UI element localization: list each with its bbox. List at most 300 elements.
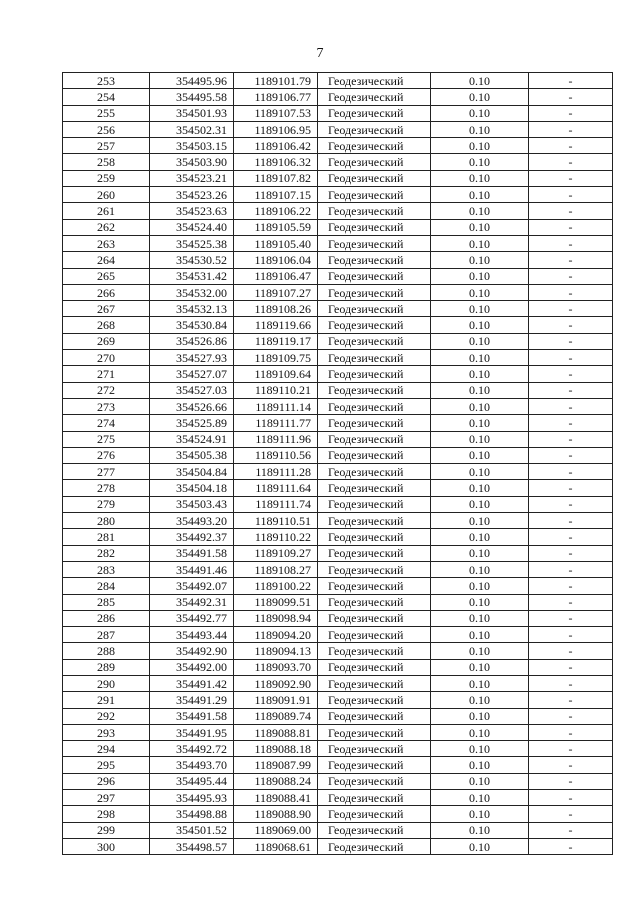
description-cell: -	[529, 741, 613, 757]
method-cell: Геодезический	[318, 773, 431, 789]
x-coordinate-cell: 354525.38	[150, 235, 234, 251]
x-coordinate-cell: 354492.00	[150, 659, 234, 675]
x-coordinate-cell: 354491.58	[150, 545, 234, 561]
table-row	[63, 415, 613, 431]
description-cell: -	[529, 301, 613, 317]
y-coordinate-cell: 1189087.99	[234, 757, 318, 773]
y-coordinate-cell: 1189088.41	[234, 790, 318, 806]
table-row	[63, 464, 613, 480]
x-coordinate-cell: 354493.70	[150, 757, 234, 773]
point-number-cell: 259	[63, 170, 150, 186]
method-cell: Геодезический	[318, 73, 431, 89]
description-cell: -	[529, 284, 613, 300]
method-cell: Геодезический	[318, 741, 431, 757]
point-number-cell: 289	[63, 659, 150, 675]
x-coordinate-cell: 354526.66	[150, 398, 234, 414]
coordinates-table-body	[63, 73, 613, 855]
y-coordinate-cell: 1189088.18	[234, 741, 318, 757]
point-number-cell: 295	[63, 757, 150, 773]
description-cell: -	[529, 724, 613, 740]
point-number-cell: 274	[63, 415, 150, 431]
point-number-cell: 296	[63, 773, 150, 789]
y-coordinate-cell: 1189108.27	[234, 561, 318, 577]
accuracy-cell: 0.10	[431, 594, 529, 610]
point-number-cell: 254	[63, 89, 150, 105]
accuracy-cell: 0.10	[431, 382, 529, 398]
table-row	[63, 545, 613, 561]
y-coordinate-cell: 1189119.17	[234, 333, 318, 349]
y-coordinate-cell: 1189092.90	[234, 675, 318, 691]
accuracy-cell: 0.10	[431, 627, 529, 643]
point-number-cell: 297	[63, 790, 150, 806]
description-cell: -	[529, 692, 613, 708]
method-cell: Геодезический	[318, 268, 431, 284]
y-coordinate-cell: 1189088.81	[234, 724, 318, 740]
table-row	[63, 138, 613, 154]
method-cell: Геодезический	[318, 235, 431, 251]
point-number-cell: 275	[63, 431, 150, 447]
point-number-cell: 288	[63, 643, 150, 659]
accuracy-cell: 0.10	[431, 268, 529, 284]
description-cell: -	[529, 350, 613, 366]
accuracy-cell: 0.10	[431, 154, 529, 170]
accuracy-cell: 0.10	[431, 415, 529, 431]
accuracy-cell: 0.10	[431, 757, 529, 773]
description-cell: -	[529, 235, 613, 251]
point-number-cell: 279	[63, 496, 150, 512]
y-coordinate-cell: 1189107.27	[234, 284, 318, 300]
point-number-cell: 283	[63, 561, 150, 577]
method-cell: Геодезический	[318, 382, 431, 398]
description-cell: -	[529, 708, 613, 724]
accuracy-cell: 0.10	[431, 219, 529, 235]
x-coordinate-cell: 354504.84	[150, 464, 234, 480]
method-cell: Геодезический	[318, 496, 431, 512]
method-cell: Геодезический	[318, 708, 431, 724]
description-cell: -	[529, 610, 613, 626]
accuracy-cell: 0.10	[431, 203, 529, 219]
y-coordinate-cell: 1189119.66	[234, 317, 318, 333]
point-number-cell: 263	[63, 235, 150, 251]
point-number-cell: 291	[63, 692, 150, 708]
x-coordinate-cell: 354495.44	[150, 773, 234, 789]
x-coordinate-cell: 354524.40	[150, 219, 234, 235]
y-coordinate-cell: 1189069.00	[234, 822, 318, 838]
description-cell: -	[529, 496, 613, 512]
accuracy-cell: 0.10	[431, 480, 529, 496]
y-coordinate-cell: 1189094.20	[234, 627, 318, 643]
accuracy-cell: 0.10	[431, 317, 529, 333]
point-number-cell: 270	[63, 350, 150, 366]
method-cell: Геодезический	[318, 252, 431, 268]
table-row	[63, 741, 613, 757]
table-row	[63, 89, 613, 105]
accuracy-cell: 0.10	[431, 790, 529, 806]
point-number-cell: 281	[63, 529, 150, 545]
description-cell: -	[529, 806, 613, 822]
y-coordinate-cell: 1189088.24	[234, 773, 318, 789]
accuracy-cell: 0.10	[431, 529, 529, 545]
method-cell: Геодезический	[318, 594, 431, 610]
y-coordinate-cell: 1189109.75	[234, 350, 318, 366]
x-coordinate-cell: 354531.42	[150, 268, 234, 284]
x-coordinate-cell: 354505.38	[150, 447, 234, 463]
x-coordinate-cell: 354491.95	[150, 724, 234, 740]
method-cell: Геодезический	[318, 480, 431, 496]
table-row	[63, 398, 613, 414]
table-row	[63, 659, 613, 675]
table-row	[63, 724, 613, 740]
method-cell: Геодезический	[318, 757, 431, 773]
x-coordinate-cell: 354532.13	[150, 301, 234, 317]
description-cell: -	[529, 464, 613, 480]
point-number-cell: 286	[63, 610, 150, 626]
y-coordinate-cell: 1189091.91	[234, 692, 318, 708]
accuracy-cell: 0.10	[431, 643, 529, 659]
method-cell: Геодезический	[318, 838, 431, 854]
description-cell: -	[529, 333, 613, 349]
y-coordinate-cell: 1189105.59	[234, 219, 318, 235]
point-number-cell: 276	[63, 447, 150, 463]
table-row	[63, 431, 613, 447]
x-coordinate-cell: 354503.43	[150, 496, 234, 512]
method-cell: Геодезический	[318, 545, 431, 561]
x-coordinate-cell: 354503.90	[150, 154, 234, 170]
table-row	[63, 496, 613, 512]
method-cell: Геодезический	[318, 284, 431, 300]
y-coordinate-cell: 1189107.82	[234, 170, 318, 186]
description-cell: -	[529, 252, 613, 268]
description-cell: -	[529, 594, 613, 610]
table-row	[63, 447, 613, 463]
method-cell: Геодезический	[318, 317, 431, 333]
y-coordinate-cell: 1189110.56	[234, 447, 318, 463]
y-coordinate-cell: 1189109.64	[234, 366, 318, 382]
accuracy-cell: 0.10	[431, 496, 529, 512]
point-number-cell: 278	[63, 480, 150, 496]
point-number-cell: 294	[63, 741, 150, 757]
method-cell: Геодезический	[318, 610, 431, 626]
table-row	[63, 187, 613, 203]
description-cell: -	[529, 398, 613, 414]
method-cell: Геодезический	[318, 643, 431, 659]
accuracy-cell: 0.10	[431, 773, 529, 789]
method-cell: Геодезический	[318, 464, 431, 480]
x-coordinate-cell: 354526.86	[150, 333, 234, 349]
y-coordinate-cell: 1189110.22	[234, 529, 318, 545]
description-cell: -	[529, 317, 613, 333]
x-coordinate-cell: 354492.31	[150, 594, 234, 610]
method-cell: Геодезический	[318, 675, 431, 691]
table-row	[63, 301, 613, 317]
accuracy-cell: 0.10	[431, 561, 529, 577]
method-cell: Геодезический	[318, 415, 431, 431]
method-cell: Геодезический	[318, 333, 431, 349]
accuracy-cell: 0.10	[431, 675, 529, 691]
x-coordinate-cell: 354492.90	[150, 643, 234, 659]
y-coordinate-cell: 1189068.61	[234, 838, 318, 854]
y-coordinate-cell: 1189110.21	[234, 382, 318, 398]
method-cell: Геодезический	[318, 301, 431, 317]
x-coordinate-cell: 354492.07	[150, 578, 234, 594]
x-coordinate-cell: 354495.58	[150, 89, 234, 105]
accuracy-cell: 0.10	[431, 333, 529, 349]
accuracy-cell: 0.10	[431, 252, 529, 268]
y-coordinate-cell: 1189107.53	[234, 105, 318, 121]
description-cell: -	[529, 643, 613, 659]
point-number-cell: 292	[63, 708, 150, 724]
table-row	[63, 252, 613, 268]
point-number-cell: 268	[63, 317, 150, 333]
table-row	[63, 806, 613, 822]
y-coordinate-cell: 1189088.90	[234, 806, 318, 822]
point-number-cell: 299	[63, 822, 150, 838]
accuracy-cell: 0.10	[431, 513, 529, 529]
description-cell: -	[529, 154, 613, 170]
table-row	[63, 170, 613, 186]
method-cell: Геодезический	[318, 561, 431, 577]
point-number-cell: 271	[63, 366, 150, 382]
method-cell: Геодезический	[318, 447, 431, 463]
y-coordinate-cell: 1189110.51	[234, 513, 318, 529]
x-coordinate-cell: 354491.46	[150, 561, 234, 577]
method-cell: Геодезический	[318, 121, 431, 137]
accuracy-cell: 0.10	[431, 235, 529, 251]
accuracy-cell: 0.10	[431, 447, 529, 463]
point-number-cell: 272	[63, 382, 150, 398]
x-coordinate-cell: 354527.93	[150, 350, 234, 366]
method-cell: Геодезический	[318, 170, 431, 186]
method-cell: Геодезический	[318, 203, 431, 219]
x-coordinate-cell: 354491.29	[150, 692, 234, 708]
y-coordinate-cell: 1189109.27	[234, 545, 318, 561]
table-row	[63, 235, 613, 251]
accuracy-cell: 0.10	[431, 578, 529, 594]
method-cell: Геодезический	[318, 529, 431, 545]
accuracy-cell: 0.10	[431, 398, 529, 414]
description-cell: -	[529, 382, 613, 398]
y-coordinate-cell: 1189106.42	[234, 138, 318, 154]
description-cell: -	[529, 578, 613, 594]
point-number-cell: 262	[63, 219, 150, 235]
table-row	[63, 203, 613, 219]
accuracy-cell: 0.10	[431, 431, 529, 447]
method-cell: Геодезический	[318, 350, 431, 366]
x-coordinate-cell: 354504.18	[150, 480, 234, 496]
method-cell: Геодезический	[318, 105, 431, 121]
description-cell: -	[529, 822, 613, 838]
y-coordinate-cell: 1189106.77	[234, 89, 318, 105]
table-row	[63, 790, 613, 806]
x-coordinate-cell: 354492.72	[150, 741, 234, 757]
y-coordinate-cell: 1189108.26	[234, 301, 318, 317]
x-coordinate-cell: 354502.31	[150, 121, 234, 137]
y-coordinate-cell: 1189106.32	[234, 154, 318, 170]
description-cell: -	[529, 773, 613, 789]
accuracy-cell: 0.10	[431, 301, 529, 317]
x-coordinate-cell: 354493.20	[150, 513, 234, 529]
table-row	[63, 773, 613, 789]
description-cell: -	[529, 447, 613, 463]
description-cell: -	[529, 659, 613, 675]
accuracy-cell: 0.10	[431, 187, 529, 203]
description-cell: -	[529, 73, 613, 89]
description-cell: -	[529, 138, 613, 154]
description-cell: -	[529, 627, 613, 643]
y-coordinate-cell: 1189111.74	[234, 496, 318, 512]
accuracy-cell: 0.10	[431, 822, 529, 838]
y-coordinate-cell: 1189089.74	[234, 708, 318, 724]
description-cell: -	[529, 268, 613, 284]
x-coordinate-cell: 354527.07	[150, 366, 234, 382]
description-cell: -	[529, 203, 613, 219]
point-number-cell: 253	[63, 73, 150, 89]
table-row	[63, 105, 613, 121]
accuracy-cell: 0.10	[431, 838, 529, 854]
table-row	[63, 513, 613, 529]
point-number-cell: 256	[63, 121, 150, 137]
accuracy-cell: 0.10	[431, 806, 529, 822]
y-coordinate-cell: 1189106.95	[234, 121, 318, 137]
table-row	[63, 610, 613, 626]
x-coordinate-cell: 354492.77	[150, 610, 234, 626]
point-number-cell: 269	[63, 333, 150, 349]
y-coordinate-cell: 1189101.79	[234, 73, 318, 89]
x-coordinate-cell: 354524.91	[150, 431, 234, 447]
point-number-cell: 285	[63, 594, 150, 610]
coordinates-table	[62, 72, 613, 855]
x-coordinate-cell: 354495.96	[150, 73, 234, 89]
y-coordinate-cell: 1189111.14	[234, 398, 318, 414]
table-row	[63, 627, 613, 643]
point-number-cell: 287	[63, 627, 150, 643]
description-cell: -	[529, 415, 613, 431]
table-row	[63, 350, 613, 366]
point-number-cell: 267	[63, 301, 150, 317]
method-cell: Геодезический	[318, 398, 431, 414]
page-number: 7	[316, 46, 324, 61]
y-coordinate-cell: 1189111.28	[234, 464, 318, 480]
description-cell: -	[529, 431, 613, 447]
description-cell: -	[529, 545, 613, 561]
table-row	[63, 838, 613, 854]
description-cell: -	[529, 170, 613, 186]
point-number-cell: 260	[63, 187, 150, 203]
table-row	[63, 73, 613, 89]
point-number-cell: 255	[63, 105, 150, 121]
table-row	[63, 219, 613, 235]
accuracy-cell: 0.10	[431, 105, 529, 121]
method-cell: Геодезический	[318, 724, 431, 740]
description-cell: -	[529, 561, 613, 577]
y-coordinate-cell: 1189098.94	[234, 610, 318, 626]
x-coordinate-cell: 354493.44	[150, 627, 234, 643]
table-row	[63, 366, 613, 382]
method-cell: Геодезический	[318, 806, 431, 822]
method-cell: Геодезический	[318, 138, 431, 154]
x-coordinate-cell: 354523.63	[150, 203, 234, 219]
table-row	[63, 643, 613, 659]
table-row	[63, 757, 613, 773]
method-cell: Геодезический	[318, 366, 431, 382]
accuracy-cell: 0.10	[431, 741, 529, 757]
table-row	[63, 268, 613, 284]
accuracy-cell: 0.10	[431, 708, 529, 724]
y-coordinate-cell: 1189107.15	[234, 187, 318, 203]
table-row	[63, 578, 613, 594]
description-cell: -	[529, 105, 613, 121]
x-coordinate-cell: 354532.00	[150, 284, 234, 300]
point-number-cell: 284	[63, 578, 150, 594]
y-coordinate-cell: 1189106.04	[234, 252, 318, 268]
x-coordinate-cell: 354491.58	[150, 708, 234, 724]
y-coordinate-cell: 1189100.22	[234, 578, 318, 594]
point-number-cell: 264	[63, 252, 150, 268]
method-cell: Геодезический	[318, 513, 431, 529]
method-cell: Геодезический	[318, 790, 431, 806]
point-number-cell: 293	[63, 724, 150, 740]
accuracy-cell: 0.10	[431, 284, 529, 300]
description-cell: -	[529, 529, 613, 545]
y-coordinate-cell: 1189111.64	[234, 480, 318, 496]
x-coordinate-cell: 354498.88	[150, 806, 234, 822]
point-number-cell: 290	[63, 675, 150, 691]
table-row	[63, 529, 613, 545]
point-number-cell: 261	[63, 203, 150, 219]
accuracy-cell: 0.10	[431, 73, 529, 89]
accuracy-cell: 0.10	[431, 170, 529, 186]
description-cell: -	[529, 480, 613, 496]
x-coordinate-cell: 354523.26	[150, 187, 234, 203]
description-cell: -	[529, 838, 613, 854]
x-coordinate-cell: 354530.52	[150, 252, 234, 268]
table-row	[63, 594, 613, 610]
accuracy-cell: 0.10	[431, 692, 529, 708]
point-number-cell: 277	[63, 464, 150, 480]
point-number-cell: 258	[63, 154, 150, 170]
point-number-cell: 273	[63, 398, 150, 414]
table-row	[63, 317, 613, 333]
description-cell: -	[529, 187, 613, 203]
table-row	[63, 333, 613, 349]
accuracy-cell: 0.10	[431, 545, 529, 561]
method-cell: Геодезический	[318, 659, 431, 675]
point-number-cell: 282	[63, 545, 150, 561]
y-coordinate-cell: 1189106.47	[234, 268, 318, 284]
y-coordinate-cell: 1189094.13	[234, 643, 318, 659]
method-cell: Геодезический	[318, 431, 431, 447]
y-coordinate-cell: 1189111.77	[234, 415, 318, 431]
method-cell: Геодезический	[318, 822, 431, 838]
table-row	[63, 480, 613, 496]
accuracy-cell: 0.10	[431, 724, 529, 740]
y-coordinate-cell: 1189099.51	[234, 594, 318, 610]
accuracy-cell: 0.10	[431, 366, 529, 382]
method-cell: Геодезический	[318, 219, 431, 235]
x-coordinate-cell: 354492.37	[150, 529, 234, 545]
point-number-cell: 280	[63, 513, 150, 529]
x-coordinate-cell: 354525.89	[150, 415, 234, 431]
x-coordinate-cell: 354501.52	[150, 822, 234, 838]
table-row	[63, 692, 613, 708]
accuracy-cell: 0.10	[431, 659, 529, 675]
description-cell: -	[529, 366, 613, 382]
description-cell: -	[529, 757, 613, 773]
accuracy-cell: 0.10	[431, 610, 529, 626]
x-coordinate-cell: 354501.93	[150, 105, 234, 121]
x-coordinate-cell: 354530.84	[150, 317, 234, 333]
table-row	[63, 284, 613, 300]
